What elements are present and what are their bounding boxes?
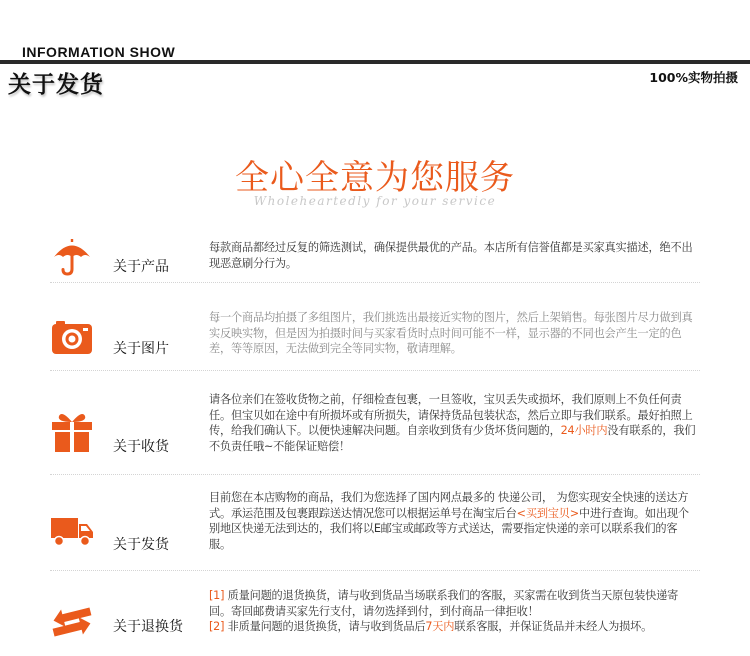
item-text [209,588,699,635]
item-text-part: 中进行查询。如出现个别地区快递无法到达的，我们将以E邮宝或邮政等方式送达，需要指定快递的亲可以联系我们的客服。 [209,506,689,551]
item-text-part: 没有联系的，我们不负责任哦~不能保证赔偿！ [209,424,696,453]
slogan-subtitle: Wholeheartedly for your service [253,194,497,208]
purchased-items-link[interactable]: <买到宝贝> [516,506,579,520]
row-divider [50,570,700,571]
time-limit-highlight: 24小时内 [560,424,608,437]
time-limit-highlight: 7天内 [425,620,455,633]
item-text-part: 非质量问题的退货换货，请与收到货品后 [224,620,426,633]
item-label: 关于收货 [113,439,169,455]
item-text-part: 请各位亲们在签收货物之前，仔细检查包裹，一旦签收，宝贝丢失或损坏，我们原则上不负任何责任。但宝贝如在途中有所损坏或有所损失，请保持货品包装状态，然后立即与我们联系。最好拍照上传，给我们确认下。以便快速解决问题。自亲收到货有少货坏货问题的， [209,393,693,437]
item-label: 关于图片 [113,341,169,357]
item-label: 关于产品 [113,259,169,275]
row-divider [50,474,700,475]
clause-number: [2] [209,620,225,633]
return-policy-quality [209,588,699,619]
gift-icon [50,410,94,454]
item-label: 关于退换货 [113,619,183,635]
item-text-part: 目前您在本店购物的商品，我们为您选择了国内网点最多的 快递公司， 为您实现安全快速的送达方式。承运范围及包裹跟踪送达情况您可以根据运单号在淘宝后台 [209,491,689,520]
item-label: 关于发货 [113,537,169,553]
header-divider [0,60,750,64]
exchange-arrows-icon [50,598,94,642]
truck-icon [50,508,94,552]
camera-icon [50,318,94,362]
item-text-part: 质量问题的退货换货，请与收到货品当场联系我们的客服，买家需在收到货当天原包装快递寄回。寄回邮费请买家先行支付，请勿选择到付，到付商品一律拒收！ [209,589,679,618]
row-divider [50,370,700,371]
item-text [209,490,699,552]
slogan-title: 全心全意为您服务 [235,158,515,198]
umbrella-icon [50,236,94,280]
return-policy-non-quality [209,619,699,635]
item-text: 每一个商品均拍摄了多组图片，我们挑选出最接近实物的图片，然后上架销售。每张图片尽力做到真实反映实物，但是因为拍摄时间与买家看货时点时间可能不一样，显示器的不同也会产生一定的色差，等等原因，无法做到完全等同实物，敬请理解。 [209,311,693,355]
item-text: 每款商品都经过反复的筛选测试，确保提供最优的产品。本店所有信誉值都是买家真实描述，绝不出现恶意刷分行为。 [209,241,693,270]
clause-number: [1] [209,589,225,602]
row-divider [50,282,700,283]
section-title-en: INFORMATION SHOW [22,44,176,60]
real-photo-tagline: 100%实物拍摄 [649,70,738,85]
item-text [209,392,699,454]
section-title-cn: 关于发货 [8,71,104,98]
item-text-part: 联系客服，并保证货品并未经人为损坏。 [454,620,653,633]
